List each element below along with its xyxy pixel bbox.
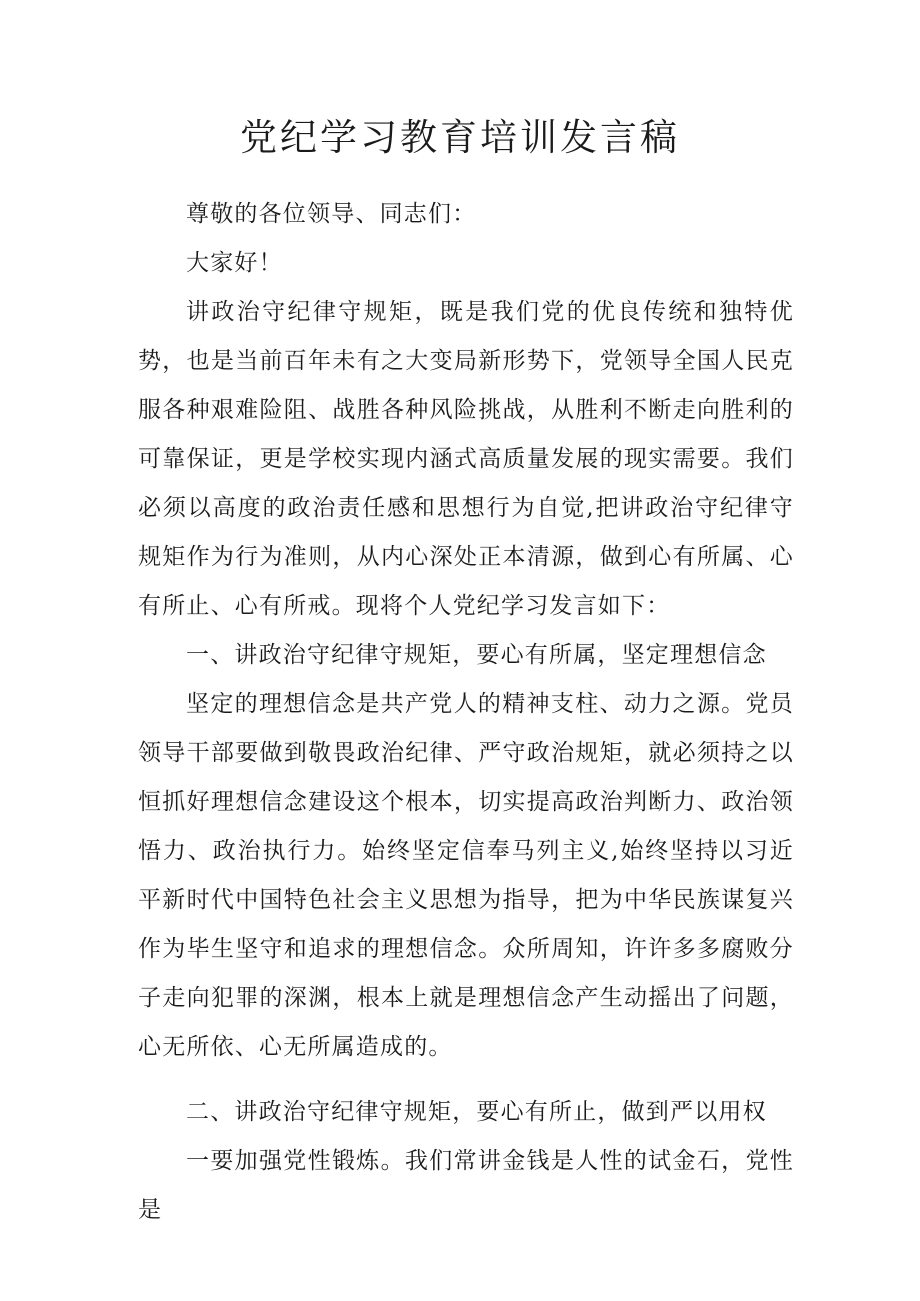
greeting: 大家好！ [186,250,283,276]
section-heading-2: 二、讲政治守纪律守规矩，要心有所止，做到严以用权 [186,1099,767,1125]
section-1-paragraph: 坚定的理想信念是共产党人的精神支柱、动力之源。党员领导干部要做到敬畏政治纪律、严守政治规矩，就必须持之以恒抓好理想信念建设这个根本，切实提高政治判断力、政治领悟力、政治执行力。始终坚定信奉马列主义,始终坚持以习近平新时代中国特色社会主义思想为指导，把为中华民族谋复兴作为毕生坚守和追求的理想信念。众所周知，许许多多腐败分子走向犯罪的深渊，根本上就是理想信念产生动摇出了问题，心无所依、心无所属造成的。 [138,691,794,1060]
intro-paragraph: 讲政治守纪律守规矩，既是我们党的优良传统和独特优势，也是当前百年未有之大变局新形势下，党领导全国人民克服各种艰难险阻、战胜各种风险挑战，从胜利不断走向胜利的可靠保证，更是学校实现内涵式高质量发展的现实需要。我们必须以高度的政治责任感和思想行为自觉,把讲政治守纪律守规矩作为行为准则，从内心深处正本清源，做到心有所属、心有所止、心有所戒。现将个人党纪学习发言如下： [138,299,794,619]
document-body [138,190,794,1235]
page-title: 党纪学习教育培训发言稿 [240,116,680,159]
salutation: 尊敬的各位领导、同志们： [186,201,477,227]
section-2-paragraph: 一要加强党性锻炼。我们常讲金钱是人性的试金石，党性是 [138,1148,794,1223]
section-heading-1: 一、讲政治守纪律守规矩，要心有所属，坚定理想信念 [186,642,767,668]
